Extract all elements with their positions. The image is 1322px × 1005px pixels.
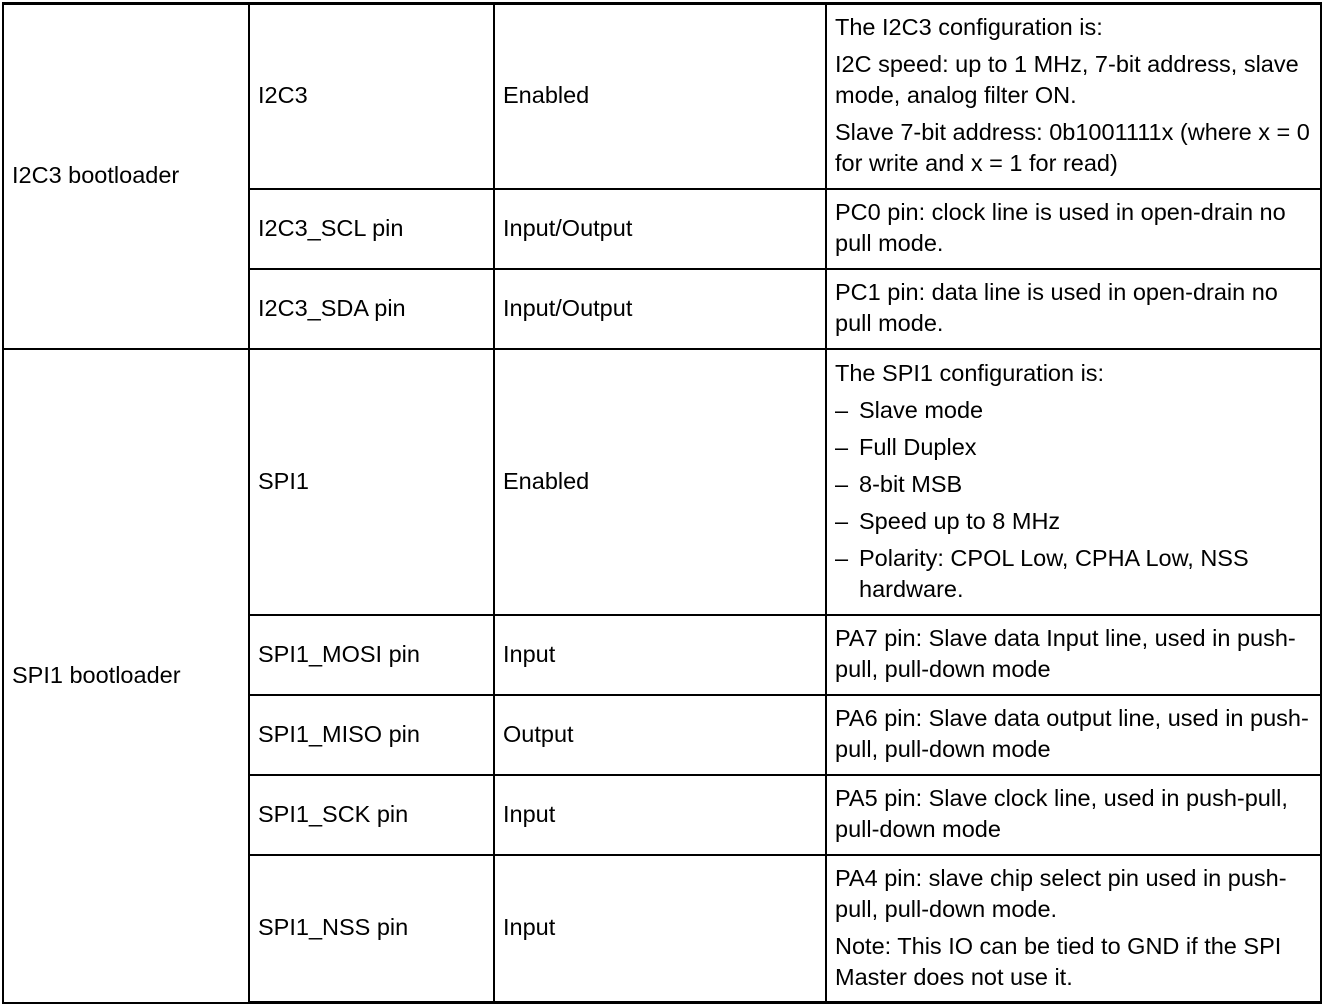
feature-cell: SPI1_MISO pin [249, 695, 494, 775]
state-cell: Input/Output [494, 269, 826, 349]
bootloader-cell: I2C3 bootloader [3, 4, 249, 349]
bullet-dash: – [835, 396, 849, 423]
state-cell: Output [494, 695, 826, 775]
description-line: PC1 pin: data line is used in open-drain no pull mode. [835, 279, 1278, 336]
bootloader-config-table [2, 2, 1322, 1004]
description-cell [826, 349, 1321, 615]
description-cell [826, 615, 1321, 695]
description-line: The I2C3 configuration is: [835, 14, 1103, 41]
feature-cell: I2C3_SDA pin [249, 269, 494, 349]
list-item: – 8-bit MSB [835, 469, 1313, 500]
description-line: I2C speed: up to 1 MHz, 7-bit address, slave mode, analog filter ON. [835, 51, 1299, 109]
list-item: – Speed up to 8 MHz [835, 506, 1313, 537]
description-cell [826, 775, 1321, 855]
description-line: The SPI1 configuration is: [835, 359, 1105, 386]
list-item: – Full Duplex [835, 432, 1313, 463]
state-cell: Enabled [494, 4, 826, 189]
bullet-dash: – [835, 433, 849, 460]
feature-cell: SPI1_MOSI pin [249, 615, 494, 695]
description-line: PA4 pin: slave chip select pin used in push-pull, pull-down mode. [835, 864, 1287, 922]
bullet-dash: – [835, 507, 849, 534]
list-item: – Polarity: CPOL Low, CPHA Low, NSS hardware. [835, 544, 1249, 602]
description-cell [826, 4, 1321, 189]
list-item: – Slave mode [835, 395, 1313, 426]
description-line: PA7 pin: Slave data Input line, used in push-pull, pull-down mode [835, 625, 1296, 682]
feature-cell: SPI1 [249, 349, 494, 615]
state-cell: Input [494, 775, 826, 855]
description-line: Slave 7-bit address: 0b1001111x (where x = 0 for write and x = 1 for read) [835, 119, 1310, 177]
bootloader-cell: SPI1 bootloader [3, 349, 249, 1003]
description-line: PA5 pin: Slave clock line, used in push-pull, pull-down mode [835, 785, 1288, 842]
description-cell [826, 695, 1321, 775]
description-line: PC0 pin: clock line is used in open-drain no pull mode. [835, 199, 1286, 256]
feature-cell: SPI1_NSS pin [249, 855, 494, 1003]
state-cell: Input [494, 855, 826, 1003]
feature-cell: SPI1_SCK pin [249, 775, 494, 855]
description-cell [826, 855, 1321, 1003]
state-cell: Input/Output [494, 189, 826, 269]
description-cell [826, 269, 1321, 349]
description-line: Note: This IO can be tied to GND if the SPI Master does not use it. [835, 932, 1282, 990]
bullet-dash: – [835, 544, 849, 571]
state-cell: Enabled [494, 349, 826, 615]
feature-cell: I2C3_SCL pin [249, 189, 494, 269]
feature-cell: I2C3 [249, 4, 494, 189]
description-line: PA6 pin: Slave data output line, used in push-pull, pull-down mode [835, 705, 1309, 762]
table-row [3, 349, 1321, 615]
bullet-dash: – [835, 470, 849, 497]
description-cell [826, 189, 1321, 269]
state-cell: Input [494, 615, 826, 695]
table-row [3, 4, 1321, 189]
